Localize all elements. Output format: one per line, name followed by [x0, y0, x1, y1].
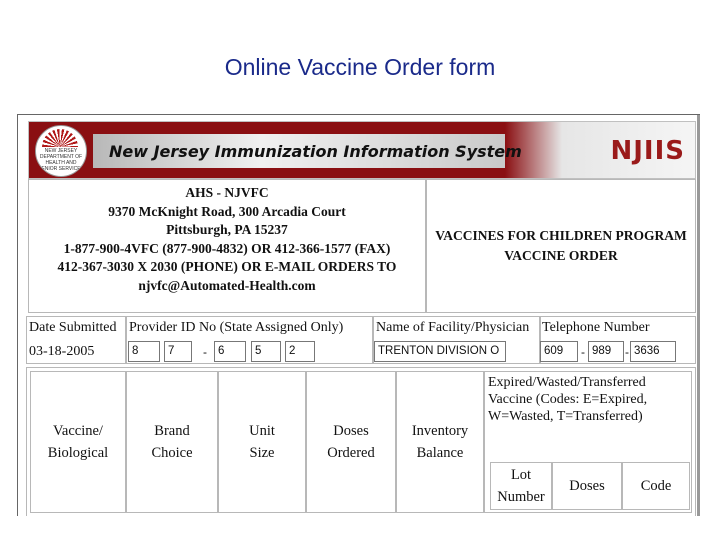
email-address: njvfc@Automated-Health.com	[138, 277, 316, 293]
header-expired-vaccine: Expired/Wasted/Transferred Vaccine (Codes: E=Expired, W=Wasted, T=Transferred)	[488, 375, 648, 424]
provider-id-digit-1[interactable]: 8	[128, 341, 160, 362]
slide-title: Online Vaccine Order form	[224, 54, 496, 80]
header-doses: Doses	[552, 462, 622, 510]
address-block	[28, 179, 426, 313]
phone-separator: -	[625, 345, 629, 359]
provider-id-separator: -	[203, 345, 207, 359]
form-screenshot	[17, 114, 700, 516]
date-value: 03-18-2005	[29, 344, 95, 359]
date-label: Date Submitted	[29, 320, 117, 335]
header-banner	[28, 121, 696, 179]
address-line: AHS - NJVFC	[185, 185, 269, 200]
state-seal-icon: NEW JERSEY DEPARTMENT OF HEALTH AND SENIOR SERVICES	[35, 125, 87, 177]
provider-id-digit-2[interactable]: 7	[164, 341, 192, 362]
phone-label: Telephone Number	[542, 320, 650, 335]
header-inventory-balance: Inventory Balance	[396, 371, 484, 513]
provider-id-digit-4[interactable]: 5	[251, 341, 281, 362]
header-doses-ordered: Doses Ordered	[306, 371, 396, 513]
facility-name-input[interactable]: TRENTON DIVISION O	[374, 341, 506, 362]
scrollbar[interactable]	[697, 115, 700, 516]
program-block	[426, 179, 696, 313]
address-line: 1-877-900-4VFC (877-900-4832) OR 412-366-1577 (FAX)	[63, 240, 391, 256]
header-unit-size: Unit Size	[218, 371, 306, 513]
phone-prefix[interactable]: 989	[588, 341, 624, 362]
header-brand: Brand Choice	[126, 371, 218, 513]
phone-area-code[interactable]: 609	[540, 341, 578, 362]
program-subtitle: VACCINE ORDER	[504, 248, 618, 263]
address-line: Pittsburgh, PA 15237	[166, 222, 288, 237]
facility-label: Name of Facility/Physician	[376, 320, 530, 335]
provider-label: Provider ID No (State Assigned Only)	[129, 320, 344, 335]
njiis-logo: NJIIS	[610, 136, 685, 166]
address-line: 412-367-3030 X 2030 (PHONE) OR E-MAIL ORDERS TO	[57, 259, 397, 274]
header-lot-number: Lot Number	[490, 462, 552, 510]
phone-separator: -	[581, 345, 585, 359]
phone-line-number[interactable]: 3636	[630, 341, 676, 362]
address-line: 9370 McKnight Road, 300 Arcadia Court	[108, 203, 346, 219]
program-title: VACCINES FOR CHILDREN PROGRAM	[435, 228, 687, 243]
provider-id-digit-5[interactable]: 2	[285, 341, 315, 362]
header-vaccine: Vaccine/ Biological	[30, 371, 126, 513]
provider-id-digit-3[interactable]: 6	[214, 341, 246, 362]
system-title: New Jersey Immunization Information System	[109, 142, 522, 161]
header-code: Code	[622, 462, 690, 510]
